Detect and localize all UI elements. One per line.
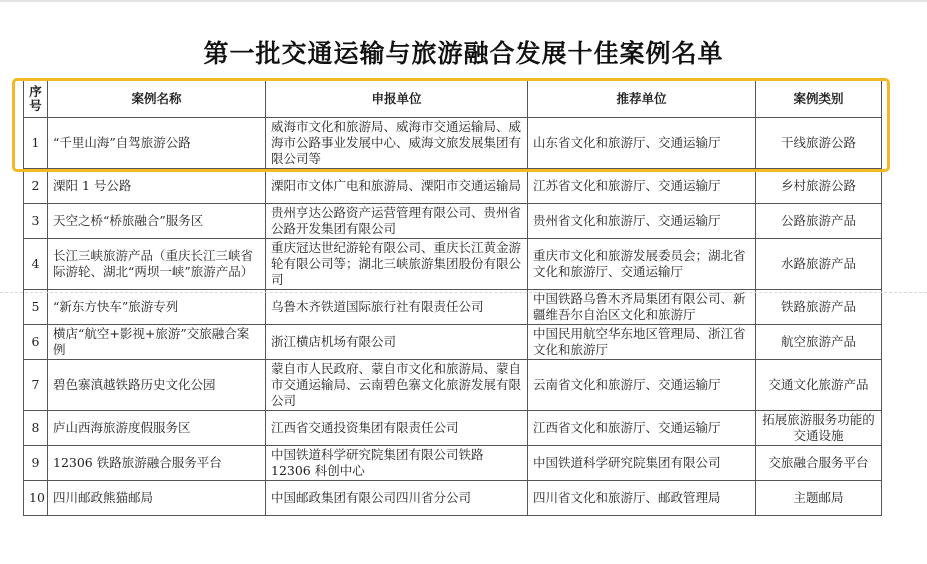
row-applicant: 威海市文化和旅游局、威海市交通运输局、威海市公路事业发展中心、威海文旅发展集团有限公司等 bbox=[266, 118, 528, 169]
table-row bbox=[24, 290, 882, 325]
row-no: 8 bbox=[24, 411, 48, 446]
row-category: 拓展旅游服务功能的交通设施 bbox=[756, 411, 882, 446]
row-applicant: 中国铁道科学研究院集团有限公司铁路 12306 科创中心 bbox=[266, 446, 528, 481]
table-row bbox=[24, 325, 882, 360]
scan-fold-line bbox=[0, 292, 927, 293]
header-name: 案例名称 bbox=[48, 81, 266, 118]
table-row bbox=[24, 411, 882, 446]
row-name: 庐山西海旅游度假服务区 bbox=[48, 411, 266, 446]
row-applicant: 重庆冠达世纪游轮有限公司、重庆长江黄金游轮有限公司等；湖北三峡旅游集团股份有限公司 bbox=[266, 239, 528, 290]
header-applicant: 申报单位 bbox=[266, 81, 528, 118]
page-top-rule bbox=[0, 0, 927, 2]
row-category: 铁路旅游产品 bbox=[756, 290, 882, 325]
row-category: 公路旅游产品 bbox=[756, 204, 882, 239]
row-recommender: 云南省文化和旅游厅、交通运输厅 bbox=[528, 360, 756, 411]
row-name: “新东方快车”旅游专列 bbox=[48, 290, 266, 325]
row-recommender: 重庆市文化和旅游发展委员会；湖北省文化和旅游厅、交通运输厅 bbox=[528, 239, 756, 290]
row-recommender: 江西省文化和旅游厅、交通运输厅 bbox=[528, 411, 756, 446]
row-name: 天空之桥“桥旅融合”服务区 bbox=[48, 204, 266, 239]
row-no: 3 bbox=[24, 204, 48, 239]
row-name: 溧阳 1 号公路 bbox=[48, 169, 266, 204]
header-no: 序号 bbox=[24, 81, 48, 118]
row-recommender: 山东省文化和旅游厅、交通运输厅 bbox=[528, 118, 756, 169]
table-row bbox=[24, 360, 882, 411]
row-applicant: 江西省交通投资集团有限责任公司 bbox=[266, 411, 528, 446]
row-category: 交旅融合服务平台 bbox=[756, 446, 882, 481]
row-name: 四川邮政熊猫邮局 bbox=[48, 481, 266, 516]
row-no: 9 bbox=[24, 446, 48, 481]
header-category: 案例类别 bbox=[756, 81, 882, 118]
row-recommender: 中国民用航空华东地区管理局、浙江省文化和旅游厅 bbox=[528, 325, 756, 360]
row-recommender: 贵州省文化和旅游厅、交通运输厅 bbox=[528, 204, 756, 239]
row-applicant: 贵州亨达公路资产运营管理有限公司、贵州省公路开发集团有限公司 bbox=[266, 204, 528, 239]
row-category: 交通文化旅游产品 bbox=[756, 360, 882, 411]
row-recommender: 四川省文化和旅游厅、邮政管理局 bbox=[528, 481, 756, 516]
table-row bbox=[24, 204, 882, 239]
row-no: 1 bbox=[24, 118, 48, 169]
row-category: 水路旅游产品 bbox=[756, 239, 882, 290]
table-row bbox=[24, 169, 882, 204]
table-header-row bbox=[24, 81, 882, 118]
row-recommender: 中国铁路乌鲁木齐局集团有限公司、新疆维吾尔自治区文化和旅游厅 bbox=[528, 290, 756, 325]
row-recommender: 中国铁道科学研究院集团有限公司 bbox=[528, 446, 756, 481]
header-recommender: 推荐单位 bbox=[528, 81, 756, 118]
row-recommender: 江苏省文化和旅游厅、交通运输厅 bbox=[528, 169, 756, 204]
row-no: 7 bbox=[24, 360, 48, 411]
row-no: 10 bbox=[24, 481, 48, 516]
row-applicant: 溧阳市文体广电和旅游局、溧阳市交通运输局 bbox=[266, 169, 528, 204]
row-no: 5 bbox=[24, 290, 48, 325]
table-row bbox=[24, 239, 882, 290]
row-name: 12306 铁路旅游融合服务平台 bbox=[48, 446, 266, 481]
row-applicant: 浙江横店机场有限公司 bbox=[266, 325, 528, 360]
row-name: 横店“航空+影视+旅游”交旅融合案例 bbox=[48, 325, 266, 360]
table-row bbox=[24, 481, 882, 516]
row-applicant: 乌鲁木齐铁道国际旅行社有限责任公司 bbox=[266, 290, 528, 325]
row-name: 碧色寨滇越铁路历史文化公园 bbox=[48, 360, 266, 411]
row-no: 6 bbox=[24, 325, 48, 360]
table-row bbox=[24, 446, 882, 481]
page-title: 第一批交通运输与旅游融合发展十佳案例名单 bbox=[203, 39, 724, 68]
row-category: 乡村旅游公路 bbox=[756, 169, 882, 204]
row-applicant: 中国邮政集团有限公司四川省分公司 bbox=[266, 481, 528, 516]
table-row bbox=[24, 118, 882, 169]
row-category: 航空旅游产品 bbox=[756, 325, 882, 360]
row-no: 2 bbox=[24, 169, 48, 204]
row-category: 干线旅游公路 bbox=[756, 118, 882, 169]
row-name: “千里山海”自驾旅游公路 bbox=[48, 118, 266, 169]
row-no: 4 bbox=[24, 239, 48, 290]
row-applicant: 蒙自市人民政府、蒙自市文化和旅游局、蒙自市交通运输局、云南碧色寨文化旅游发展有限公司 bbox=[266, 360, 528, 411]
row-name: 长江三峡旅游产品（重庆长江三峡省际游轮、湖北“两坝一峡”旅游产品） bbox=[48, 239, 266, 290]
row-category: 主题邮局 bbox=[756, 481, 882, 516]
case-list-table bbox=[23, 80, 882, 516]
